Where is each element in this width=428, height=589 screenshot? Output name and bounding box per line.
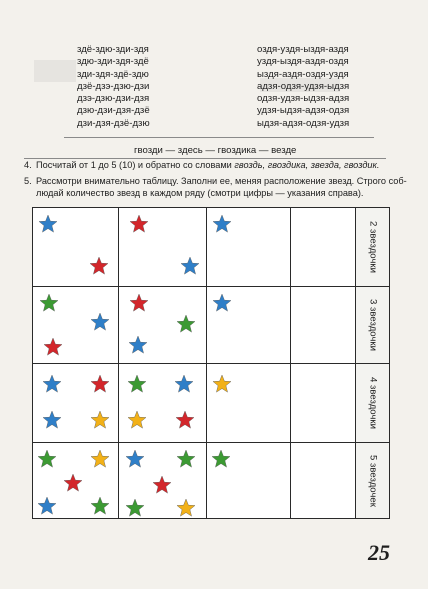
- green-star-icon: [176, 314, 196, 334]
- syllable-line: адзя-одзя-удзя-ыдзя: [257, 80, 350, 92]
- task-5: [24, 176, 407, 199]
- green-star-icon: [211, 449, 231, 469]
- red-star-icon: [63, 473, 83, 493]
- task-words: гвоздь, гвоздика, звезда, гвоздик.: [234, 160, 380, 170]
- syllable-line: дзэ-дзю-дзи-дзя: [77, 93, 150, 105]
- syllable-column-left: [77, 44, 150, 130]
- green-star-icon: [37, 449, 57, 469]
- red-star-icon: [129, 214, 149, 234]
- syllable-line: зди-здя-здё-здю: [77, 68, 149, 80]
- row-divider: [33, 363, 389, 364]
- yellow-star-icon: [212, 374, 232, 394]
- row-label-text: 2 звездочки: [367, 221, 379, 273]
- row-label-text: 4 звездочки: [367, 376, 379, 429]
- yellow-star-icon: [176, 498, 196, 518]
- syllable-line: ыдзя-адзя-одзя-удзя: [257, 117, 350, 129]
- row-label-2-stars: [356, 208, 390, 286]
- syllable-line: ыздя-аздя-оздя-уздя: [257, 68, 349, 80]
- syllable-line: дзи-дзя-дзё-дзю: [77, 117, 150, 129]
- green-star-icon: [90, 496, 110, 516]
- green-star-icon: [127, 374, 147, 394]
- row-label-text: 3 звездочки: [367, 298, 379, 351]
- divider-line: [24, 158, 386, 159]
- green-star-icon: [39, 293, 59, 313]
- green-star-icon: [125, 498, 145, 518]
- blue-star-icon: [42, 374, 62, 394]
- blue-star-icon: [90, 312, 110, 332]
- task-number: 5.: [24, 176, 32, 186]
- blue-star-icon: [212, 214, 232, 234]
- syllable-column-right: [257, 44, 349, 130]
- blue-star-icon: [38, 214, 58, 234]
- syllable-line: оздя-уздя-ыздя-аздя: [257, 44, 349, 55]
- yellow-star-icon: [90, 449, 110, 469]
- task-4: [24, 160, 379, 172]
- star-table: [32, 207, 390, 519]
- syllable-line: одзя-удзя-ыдзя-адзя: [257, 93, 350, 105]
- words-line: гвозди — здесь — гвоздика — везде: [134, 145, 297, 156]
- row-label-4-stars: [356, 363, 390, 442]
- row-label-5-stars: [356, 442, 390, 519]
- task-text-line-1: Рассмотри внимательно таблицу. Заполни ее, меняя расположение звезд. Строго соб-: [36, 176, 407, 186]
- green-star-icon: [176, 449, 196, 469]
- blue-star-icon: [42, 410, 62, 430]
- red-star-icon: [43, 337, 63, 357]
- row-divider: [33, 442, 389, 443]
- blue-star-icon: [180, 256, 200, 276]
- red-star-icon: [89, 256, 109, 276]
- syllable-line: дзё-дзэ-дзю-дзи: [77, 80, 150, 92]
- task-text-line-2: людай количество звезд в каждом ряду (смотри цифры — указания справа).: [36, 187, 364, 198]
- page-number: 25: [368, 540, 390, 565]
- yellow-star-icon: [127, 410, 147, 430]
- task-number: 4.: [24, 160, 32, 170]
- show-through-block: [34, 60, 76, 82]
- syllable-line: здю-зди-здя-здё: [77, 56, 149, 68]
- blue-star-icon: [37, 496, 57, 516]
- red-star-icon: [90, 374, 110, 394]
- syllable-line: здё-здю-зди-здя: [77, 44, 149, 55]
- row-label-3-stars: [356, 286, 390, 363]
- row-divider: [33, 286, 389, 287]
- syllable-line: дзю-дзи-дзя-дзё: [77, 105, 150, 117]
- red-star-icon: [129, 293, 149, 313]
- blue-star-icon: [212, 293, 232, 313]
- red-star-icon: [175, 410, 195, 430]
- syllable-line: удзя-ыдзя-адзя-одзя: [257, 105, 350, 117]
- blue-star-icon: [125, 449, 145, 469]
- row-label-text: 5 звездочек: [367, 454, 379, 507]
- yellow-star-icon: [90, 410, 110, 430]
- blue-star-icon: [128, 335, 148, 355]
- divider-line: [64, 137, 374, 138]
- red-star-icon: [152, 475, 172, 495]
- syllable-line: уздя-ыздя-аздя-оздя: [257, 56, 349, 68]
- task-text: Посчитай от 1 до 5 (10) и обратно со словами: [36, 160, 232, 170]
- blue-star-icon: [174, 374, 194, 394]
